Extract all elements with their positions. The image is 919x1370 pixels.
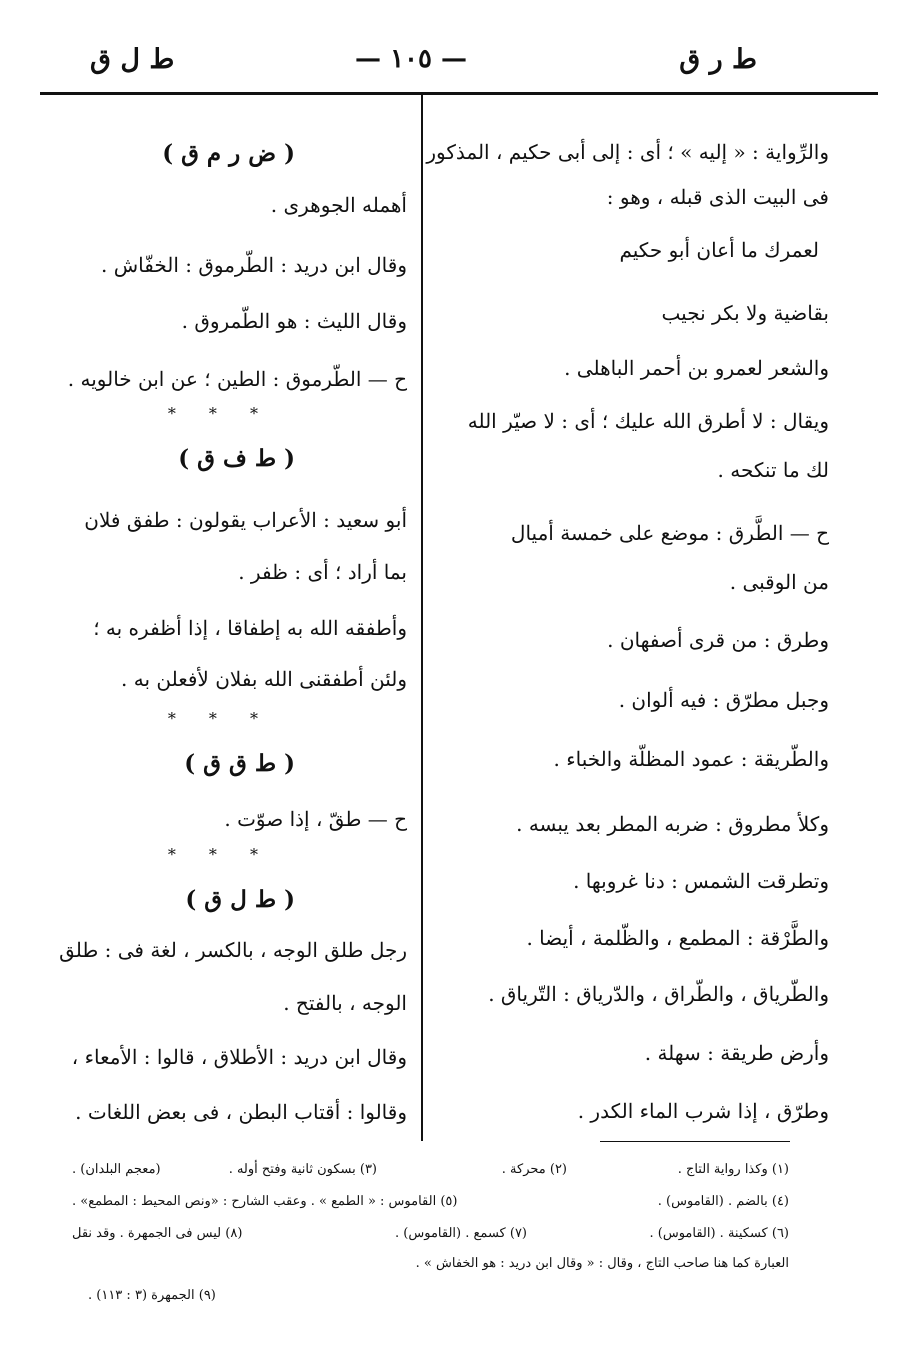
- text-line: وقال ابن دريد : الأطلاق ، قالوا : الأمعاء ،: [71, 1045, 407, 1069]
- text-line: وأرض طريقة : سهلة .: [644, 1041, 829, 1065]
- text-line: أبو سعيد : الأعراب يقولون : طفق فلان: [84, 508, 407, 532]
- footnote: (٦) كسكينة . (القاموس) .: [649, 1226, 789, 1241]
- footnote: (٤) بالضم . (القاموس) .: [657, 1194, 789, 1209]
- footnote: (٩) الجمهرة (٣ : ١١٣) .: [88, 1288, 216, 1303]
- text-line: بما أراد ؛ أى : ظفر .: [238, 560, 407, 584]
- text-line: من الوقبى .: [729, 570, 829, 594]
- text-line: والطَّرْقة : المطمع ، والظّلمة ، أيضا .: [526, 926, 829, 950]
- text-line: ح — الطَّرق : موضع على خمسة أميال: [510, 521, 829, 545]
- text-line: وقال ابن دريد : الطّرموق : الخفّاش .: [101, 253, 407, 277]
- footnote: (٣) بسكون ثانية وفتح أوله .: [228, 1162, 377, 1177]
- footnote-rule: [600, 1141, 790, 1142]
- footnote: (معجم البلدان) .: [72, 1162, 161, 1177]
- footnote: (٨) ليس فى الجمهرة . وقد نقل: [72, 1226, 243, 1241]
- header-rule: [40, 92, 878, 95]
- section-title: ( ط ق ق ): [184, 750, 295, 777]
- text-line: ح — طقّ ، إذا صوّت .: [224, 807, 407, 831]
- header-root-left: ط ل ق: [90, 44, 175, 75]
- text-line: ويقال : لا أطرق الله عليك ؛ أى : لا صيّر الله: [467, 409, 829, 433]
- section-separator: * * *: [167, 404, 272, 423]
- text-line: ح — الطّرموق : الطين ؛ عن ابن خالويه .: [67, 367, 407, 391]
- text-line: وقال الليث : هو الطّمروق .: [181, 309, 407, 333]
- verse-line: لعمرك ما أعان أبو حكيم: [619, 238, 819, 262]
- page-number: — ١٠٥ —: [355, 44, 468, 74]
- footnote: العبارة كما هنا صاحب التاج ، وقال : « وقال ابن دريد : هو الخفاش » .: [415, 1256, 789, 1271]
- text-line: وأطفقه الله به إطفاقا ، إذا أظفره به ؛: [93, 616, 407, 640]
- text-line: رجل طلق الوجه ، بالكسر ، لغة فى : طلق: [59, 938, 407, 962]
- section-title: ( ض ر م ق ): [162, 140, 295, 167]
- text-line: وتطرقت الشمس : دنا غروبها .: [573, 869, 829, 893]
- header-root-right: ط ر ق: [679, 44, 757, 75]
- text-line: لك ما تنكحه .: [717, 458, 829, 482]
- text-line: وجبل مطرّق : فيه ألوان .: [618, 688, 829, 712]
- section-separator: * * *: [167, 709, 272, 728]
- text-line: والشعر لعمرو بن أحمر الباهلى .: [564, 356, 829, 380]
- column-divider: [421, 95, 423, 1141]
- text-line: الوجه ، بالفتح .: [283, 991, 407, 1015]
- text-line: فى البيت الذى قبله ، وهو :: [606, 185, 829, 209]
- verse-line: بقاضية ولا بكر نجيب: [661, 301, 829, 325]
- footnote: (٢) محركة .: [501, 1162, 567, 1177]
- footnote: (٥) القاموس : « الطمع » . وعقب الشارح : «ونص المحيط : المطمع» .: [72, 1194, 458, 1209]
- text-line: وطرق : من قرى أصفهان .: [607, 628, 829, 652]
- text-line: أهمله الجوهرى .: [270, 193, 407, 217]
- section-title: ( ط ل ق ): [185, 886, 295, 913]
- text-line: وقالوا : أقتاب البطن ، فى بعض اللغات .: [75, 1100, 407, 1124]
- text-line: والطّريقة : عمود المظلّة والخباء .: [553, 747, 829, 771]
- footnote: (١) وكذا رواية التاج .: [677, 1162, 789, 1177]
- text-line: وطرّق ، إذا شرب الماء الكدر .: [577, 1099, 829, 1123]
- text-line: والطّرياق ، والطّراق ، والدّرياق : التّرياق .: [488, 982, 829, 1006]
- section-separator: * * *: [167, 845, 272, 864]
- footnote: (٧) كسمع . (القاموس) .: [395, 1226, 527, 1241]
- text-line: والرِّواية : « إليه » ؛ أى : إلى أبى حكيم ، المذكور: [426, 140, 829, 164]
- text-line: ولئن أطفقنى الله بفلان لأفعلن به .: [121, 667, 407, 691]
- text-line: وكلأ مطروق : ضربه المطر بعد يبسه .: [516, 812, 829, 836]
- section-title: ( ط ف ق ): [178, 445, 295, 472]
